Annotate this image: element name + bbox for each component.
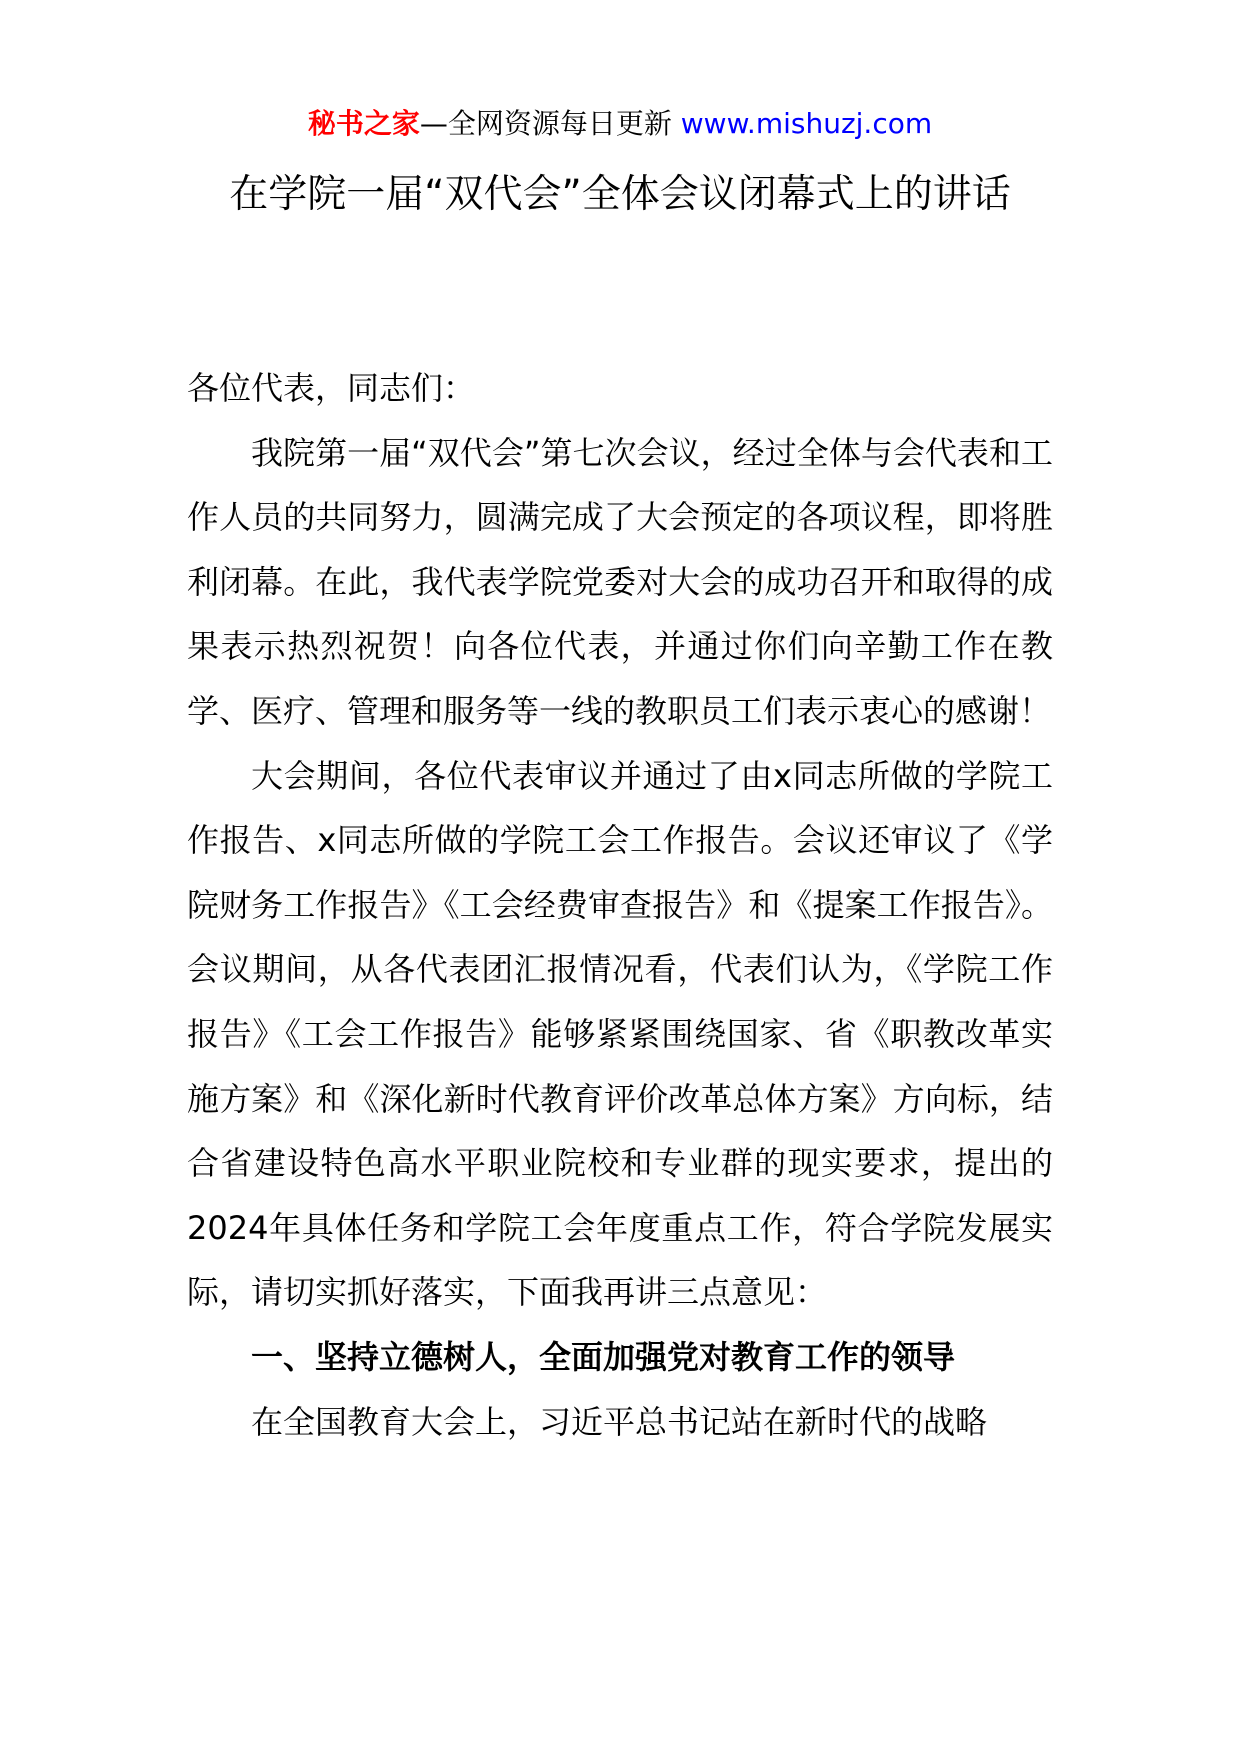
paragraph: 大会期间，各位代表审议并通过了由x同志所做的学院工作报告、x同志所做的学院工会工作报告。会议还审议了《学院财务工作报告》《工会经费审查报告》和《提案工作报告》。会议期间，从各代表团汇报情况看，代表们认为，《学院工作报告》《工会工作报告》能够紧紧围绕国家、省《职教改革实施方案》和《深化新时代教育评价改革总体方案》方向标，结合省建设特色高水平职业院校和专业群的现实要求，提出的2024年具体任务和学院工会年度重点工作，符合学院发展实际，请切实抓好落实，下面我再讲三点意见： (187, 756, 1053, 1312)
paragraph: 在全国教育大会上，习近平总书记站在新时代的战略 (251, 1402, 988, 1441)
paragraph: 我院第一届“双代会”第七次会议，经过全体与会代表和工作人员的共同努力，圆满完成了大会预定的各项议程，即将胜利闭幕。在此，我代表学院党委对大会的成功召开和取得的成果表示热烈祝贺！向各位代表，并通过你们向辛勤工作在教学、医疗、管理和服务等一线的教职员工们表示衷心的感谢！ (187, 433, 1053, 730)
salutation: 各位代表，同志们： (187, 369, 476, 407)
site-header (0, 100, 1240, 148)
document-body (187, 356, 1053, 1454)
site-url-link[interactable]: www.mishuzj.com (680, 107, 933, 140)
section-heading: 一、坚持立德树人，全面加强党对教育工作的领导 (251, 1337, 956, 1376)
header-tagline: —全网资源每日更新 (419, 107, 681, 140)
document-title: 在学院一届“双代会”全体会议闭幕式上的讲话 (229, 172, 1011, 217)
brand-name: 秘书之家 (307, 107, 420, 140)
